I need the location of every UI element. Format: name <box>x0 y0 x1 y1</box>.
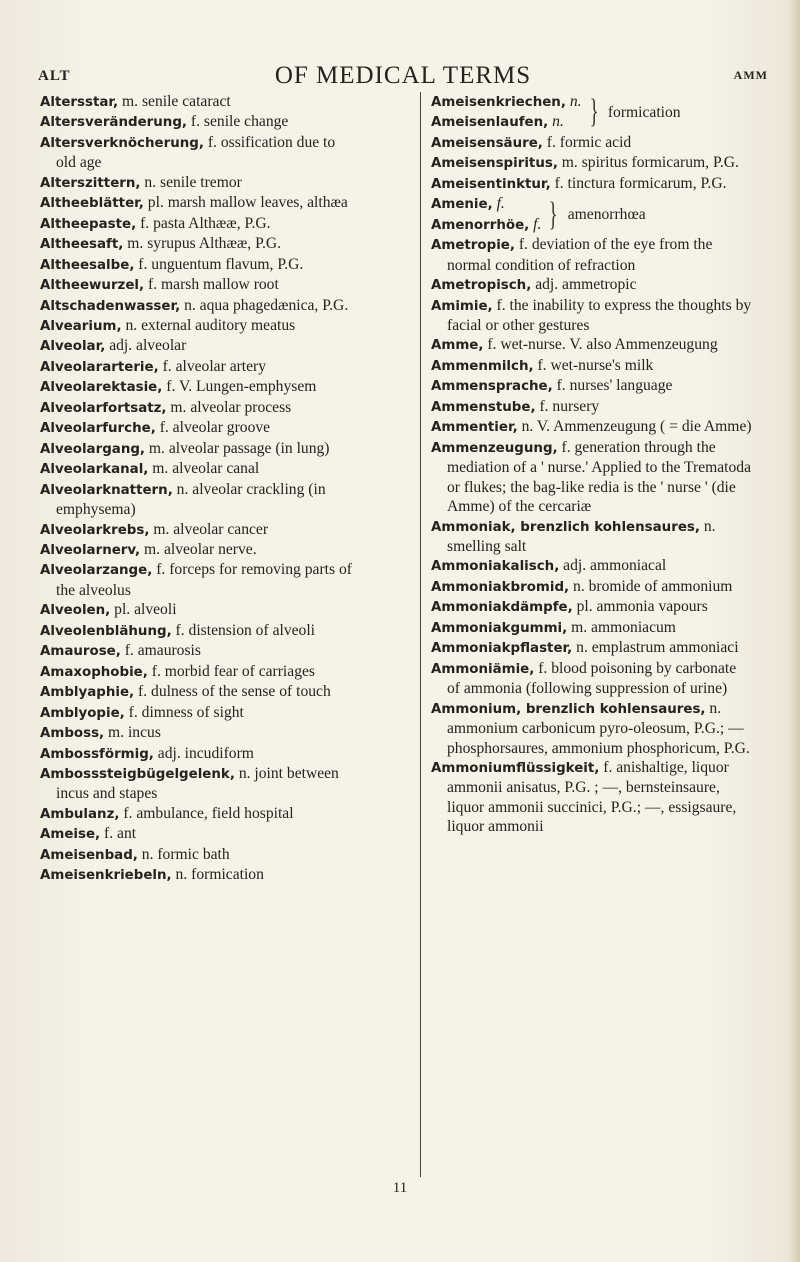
entry-headword: Ameisenkriebeln, <box>40 868 172 884</box>
entry-headword: Ambosssteigbügelgelenk, <box>40 766 235 782</box>
entry-headword: Ammoniakbromid, <box>431 579 570 595</box>
entry-definition: n. ammonium carbonicum pyro-oleosum, P.G.; — phosphorsaures, ammonium phosphoricum, P.G. <box>447 699 750 757</box>
entry-definition: f. alveolar groove <box>155 419 271 437</box>
dictionary-entry <box>431 556 753 576</box>
entry-definition: n. alveolar crackling (in emphysema) <box>56 480 326 519</box>
dictionary-entry <box>40 682 358 702</box>
dictionary-entry <box>431 133 753 153</box>
entry-definition: pl. ammonia vapours <box>572 598 708 616</box>
entry-definition: f. wet-nurse's milk <box>533 356 654 374</box>
entry-definition: pl. marsh mallow leaves, althæa <box>143 194 348 212</box>
dictionary-entry <box>40 92 358 112</box>
left-column <box>40 92 358 886</box>
dictionary-entry <box>40 520 358 540</box>
dictionary-entry <box>40 255 358 275</box>
entry-definition: m. alveolar process <box>166 398 292 416</box>
entry-headword: Altheesaft, <box>40 237 124 253</box>
entry-definition: f. blood poisoning by carbonate of ammonia (following suppression of urine) <box>447 659 737 698</box>
dictionary-entry <box>40 865 358 885</box>
dictionary-entry <box>40 377 358 397</box>
entry-definition: f. wet-nurse. V. also Ammenzeugung <box>483 336 718 354</box>
dictionary-entry <box>40 845 358 865</box>
entry-definition: n. formication <box>171 866 264 884</box>
entry-definition: f. pasta Althææ, P.G. <box>136 214 271 232</box>
entry-headword: Ammoniakalisch, <box>431 559 560 575</box>
entry-headword: Alveolarfortsatz, <box>40 400 167 416</box>
dictionary-entry <box>431 275 753 295</box>
entry-definition: n. smelling salt <box>447 517 716 555</box>
entry-definition: adj. alveolar <box>105 337 187 355</box>
dictionary-entry <box>40 418 358 438</box>
dictionary-entry <box>40 824 358 844</box>
entry-headword: Ammenmilch, <box>431 358 534 374</box>
entry-definition: m. ammoniacum <box>567 618 676 636</box>
entry-headword: Amme, <box>431 338 484 354</box>
entry-headword: Ameisenlaufen, <box>431 115 549 131</box>
entry-definition: m. syrupus Althææ, P.G. <box>123 235 282 253</box>
right-column <box>431 92 753 837</box>
dictionary-entry <box>40 600 358 620</box>
entry-definition: f. marsh mallow root <box>144 276 279 294</box>
entry-definition: f. ant <box>100 825 137 843</box>
entry-headword: Alveolararterie, <box>40 359 159 375</box>
entry-headword: Ametropie, <box>431 238 515 254</box>
entry-headword: Altheeblätter, <box>40 196 144 212</box>
entry-headword: Alveolarknattern, <box>40 482 173 498</box>
entry-definition: f. generation through the mediation of a ' nurse.' Applied to the Trematoda or flukes; the bag-like redia is the ' nurse ' (die Amme) of the cercariæ <box>447 438 752 516</box>
dictionary-entry <box>431 517 753 557</box>
entry-headword: Ammenzeugung, <box>431 440 558 456</box>
page-header <box>38 62 768 92</box>
dictionary-entry <box>40 112 358 132</box>
dictionary-entry <box>40 275 358 295</box>
dictionary-entry <box>431 699 753 758</box>
entry-headword: Altersverknöcherung, <box>40 135 204 151</box>
entry-definition: f. amaurosis <box>120 642 201 660</box>
entry-definition: n. emplastrum ammoniaci <box>572 639 739 657</box>
dictionary-entry <box>431 335 753 355</box>
entry-headword: Ambulanz, <box>40 806 120 822</box>
dictionary-entry <box>40 662 358 682</box>
dictionary-entry <box>40 480 358 520</box>
entry-headword: Altheesalbe, <box>40 257 135 273</box>
entry-headword: Alveolargang, <box>40 441 146 457</box>
dictionary-entry <box>431 659 753 699</box>
entry-headword: Amenorrhöe, <box>431 217 530 233</box>
entry-headword: Altheewurzel, <box>40 278 145 294</box>
entry-headword: Ammoniämie, <box>431 661 535 677</box>
entry-definition: f. ossification due to old age <box>56 133 336 172</box>
entry-headword: Altersveränderung, <box>40 115 188 131</box>
entry-definition: f. distension of alveoli <box>171 621 316 639</box>
dictionary-entry <box>40 439 358 459</box>
column-divider <box>420 92 421 1177</box>
entry-headword: Ameisenkriechen, <box>431 95 566 110</box>
dictionary-entry <box>40 744 358 764</box>
dictionary-entry <box>40 173 358 193</box>
dictionary-entry <box>40 641 358 661</box>
dictionary-entry <box>431 638 753 658</box>
dictionary-entry <box>431 397 753 417</box>
entry-headword: Alveolarkanal, <box>40 462 149 478</box>
dictionary-entry <box>431 618 753 638</box>
entry-headword: Altschadenwasser, <box>40 298 181 314</box>
dictionary-entry <box>431 174 753 194</box>
entry-definition: f. deviation of the eye from the normal condition of refraction <box>447 236 713 274</box>
entry-definition: adj. ammoniacal <box>559 557 667 575</box>
entry-headword: Ammenstube, <box>431 399 536 415</box>
entry-headword: Amblyopie, <box>40 705 125 721</box>
grouped-entry: Amenie, f. Amenorrhöe, f. } amenorrhœa <box>431 194 753 235</box>
entry-definition: f. V. Lungen-emphysem <box>162 378 317 396</box>
entry-definition: formication <box>607 103 681 121</box>
dictionary-entry <box>40 316 358 336</box>
dictionary-entry <box>431 577 753 597</box>
dictionary-entry <box>40 764 358 804</box>
header-left-guide-word: ALT <box>38 68 71 84</box>
dictionary-entry <box>40 398 358 418</box>
entry-headword: Alvearium, <box>40 318 122 334</box>
entry-headword: Altheepaste, <box>40 216 137 232</box>
entry-headword: Ameisensäure, <box>431 135 543 151</box>
entry-definition: f. formic acid <box>542 133 632 151</box>
page-number: 11 <box>392 1180 408 1196</box>
header-right-guide-word: AMM <box>733 68 768 82</box>
dictionary-entry <box>40 560 358 600</box>
entry-definition: f. forceps for removing parts of the alveolus <box>56 561 352 599</box>
entry-definition: n. bromide of ammonium <box>569 577 733 595</box>
entry-definition: f. anishaltige, liquor ammonii anisatus, P.G. ; —, bernsteinsaure, liquor ammonii succinici, P.G.; —, essigsaure, liquor ammonii <box>447 758 737 836</box>
entry-headword: Alveolarkrebs, <box>40 522 150 538</box>
entry-definition: f. nurses' language <box>552 377 673 395</box>
entry-definition: f. ambulance, field hospital <box>119 804 294 822</box>
entry-headword: Alterszittern, <box>40 175 141 191</box>
entry-definition: f. tinctura formicarum, P.G. <box>550 174 727 192</box>
brace-icon: } <box>549 195 559 233</box>
entry-headword: Ammoniak, brenzlich kohlensaures, <box>431 519 700 535</box>
entry-headword: Amaurose, <box>40 644 121 660</box>
entry-definition: m. alveolar cancer <box>149 520 269 538</box>
header-title: OF MEDICAL TERMS <box>274 62 532 89</box>
entry-headword: Ammentier, <box>431 420 518 436</box>
dictionary-entry <box>431 597 753 617</box>
entry-headword: Alveolarnerv, <box>40 542 141 558</box>
entry-definition: n. senile tremor <box>140 173 242 191</box>
entry-definition: adj. incudiform <box>153 744 254 762</box>
entry-headword: Alveolarfurche, <box>40 421 156 437</box>
entry-definition: f. unguentum flavum, P.G. <box>134 255 304 273</box>
dictionary-entry <box>40 296 358 316</box>
dictionary-entry <box>40 540 358 560</box>
entry-headword: Ambossförmig, <box>40 746 154 762</box>
entry-definition: m. alveolar nerve. <box>140 540 257 558</box>
entry-definition: m. alveolar canal <box>148 460 260 478</box>
entry-definition: f. morbid fear of carriages <box>147 662 315 680</box>
dictionary-entry <box>431 417 753 437</box>
entry-headword: Ammoniakgummi, <box>431 620 568 636</box>
dictionary-entry <box>40 193 358 213</box>
entry-headword: Alveolar, <box>40 339 106 355</box>
dictionary-entry <box>431 376 753 396</box>
dictionary-entry <box>431 235 753 275</box>
entry-definition: f. nursery <box>535 397 600 415</box>
dictionary-entry <box>40 336 358 356</box>
entry-headword: Ametropisch, <box>431 278 532 294</box>
entry-headword: Ameisenbad, <box>40 847 138 863</box>
entry-definition: n. formic bath <box>137 845 230 863</box>
entry-headword: Amboss, <box>40 726 105 742</box>
entry-definition: f. senile change <box>187 113 289 131</box>
entry-headword: Ammoniakdämpfe, <box>431 600 573 616</box>
entry-definition: m. senile cataract <box>118 93 231 110</box>
entry-headword: Ameisentinktur, <box>431 176 551 192</box>
grouped-entry: Ameisenkriechen, n. Ameisenlaufen, n. } formication <box>431 92 753 133</box>
entry-headword: Ammensprache, <box>431 379 553 395</box>
entry-definition: f. alveolar artery <box>158 357 267 375</box>
entry-definition: n. external auditory meatus <box>121 316 296 334</box>
entry-headword: Amaxophobie, <box>40 664 148 680</box>
dictionary-entry <box>40 459 358 479</box>
entry-definition: n. aqua phagedænica, P.G. <box>180 296 349 314</box>
entry-definition: f. dulness of the sense of touch <box>134 683 331 701</box>
entry-definition: amenorrhœa <box>567 205 646 223</box>
dictionary-entry <box>431 438 753 517</box>
entry-headword: Alveolarzange, <box>40 563 153 579</box>
entry-headword: Altersstar, <box>40 95 119 110</box>
entry-headword: Amenie, <box>431 197 493 213</box>
entry-definition: adj. ammetropic <box>531 276 637 294</box>
entry-definition: pl. alveoli <box>110 601 177 619</box>
entry-headword: Alveolarektasie, <box>40 380 163 396</box>
entry-definition: f. the inability to express the thoughts by facial or other gestures <box>447 296 752 334</box>
entry-headword: Amimie, <box>431 298 493 314</box>
entry-definition: f. dimness of sight <box>124 703 244 721</box>
dictionary-entry <box>40 133 358 173</box>
dictionary-entry <box>40 234 358 254</box>
entry-headword: Ameise, <box>40 827 101 843</box>
entry-definition: m. spiritus formicarum, P.G. <box>557 154 739 172</box>
dictionary-entry <box>431 356 753 376</box>
dictionary-entry <box>431 153 753 173</box>
dictionary-entry <box>40 703 358 723</box>
entry-definition: n. V. Ammenzeugung ( = die Amme) <box>517 418 752 436</box>
entry-headword: Ammonium, brenzlich kohlensaures, <box>431 701 706 717</box>
entry-headword: Alveolen, <box>40 603 111 619</box>
brace-icon: } <box>589 93 599 131</box>
entry-definition: m. alveolar passage (in lung) <box>145 439 330 457</box>
entry-headword: Ammoniakpflaster, <box>431 641 573 657</box>
dictionary-entry <box>431 296 753 336</box>
entry-definition: n. joint between incus and stapes <box>56 764 339 803</box>
entry-headword: Ameisenspiritus, <box>431 156 558 172</box>
page-edge <box>790 0 800 1262</box>
dictionary-entry <box>40 723 358 743</box>
entry-headword: Amblyaphie, <box>40 685 135 701</box>
dictionary-entry <box>431 758 753 837</box>
dictionary-entry <box>40 214 358 234</box>
dictionary-entry <box>40 621 358 641</box>
dictionary-entry <box>40 804 358 824</box>
entry-definition: m. incus <box>104 724 161 742</box>
entry-headword: Ammoniumflüssigkeit, <box>431 760 600 776</box>
entry-headword: Alveolenblähung, <box>40 623 172 639</box>
dictionary-entry <box>40 357 358 377</box>
